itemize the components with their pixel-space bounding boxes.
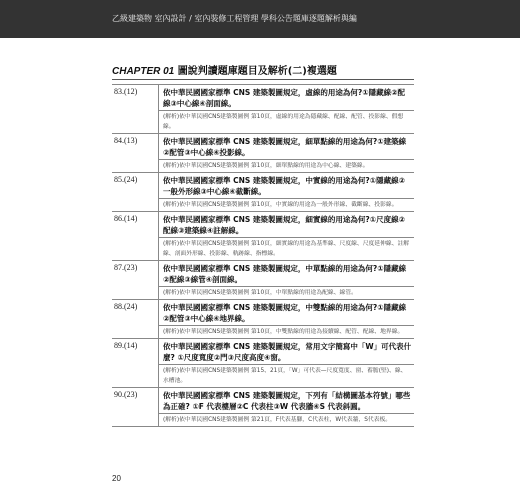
question-number: 86.(14): [112, 212, 159, 261]
running-header: 乙級建築物 室內設計 / 室內裝修工程管理 學科公告題庫逐題解析與編: [112, 14, 357, 23]
explanation-text: (解析)依中華民國CNS建築製圖例 第10頁，中單點線的用途為配線、線管。: [159, 287, 415, 300]
question-row: [112, 212, 414, 238]
question-row: [112, 85, 414, 111]
explanation-text: (解析)依中華民國CNS建築製圖例 第10頁，中雙點線的用途為接續線、配管、配線、地界線。: [159, 326, 415, 339]
chapter-title: 圖說判讀題庫題目及解析(二)複選題: [174, 66, 337, 77]
question-number: 84.(13): [112, 134, 159, 173]
explanation-text: (解析)依中華民國CNS建築製圖例 第10頁，中實線的用途為一般外形線、截斷線、投影線。: [159, 199, 415, 212]
question-text: 依中華民國國家標準 CNS 建築製圖規定，常用文字簡寫中「W」可代表什麼? ①尺度寬度②門③尺度高度④窗。: [159, 339, 415, 365]
question-text: 依中華民國國家標準 CNS 建築製圖規定，虛線的用途為何?①隱藏線②配線③中心線④剖面線。: [159, 85, 415, 111]
question-row: [112, 134, 414, 160]
question-row: [112, 261, 414, 287]
question-number: 85.(24): [112, 173, 159, 212]
chapter-heading: [112, 62, 337, 77]
question-number: 83.(12): [112, 85, 159, 134]
question-text: 依中華民國國家標準 CNS 建築製圖規定，中單點線的用途為何?①隱藏線②配線③線管④剖面線。: [159, 261, 415, 287]
explanation-text: (解析)依中華民國CNS建築製圖例 第21頁，F代表基腳，C代表柱，W代表牆，S代表板。: [159, 414, 415, 427]
explanation-text: (解析)依中華民國CNS建築製圖例 第10頁，細單點線的用途為中心線、建築線。: [159, 160, 415, 173]
explanation-text: (解析)依中華民國CNS建築製圖例 第10頁，細實線的用途為基準線、尺度線、尺度延伸線、註解線、剖面外形線、投影線、軌跡線、指標線。: [159, 238, 415, 261]
question-row: [112, 300, 414, 326]
page-number: 20: [112, 474, 121, 483]
question-text: 依中華民國國家標準 CNS 建築製圖規定，下列有「結構圖基本符號」哪些為正確? ①F 代表樓層②C 代表柱③W 代表牆④S 代表斜圓。: [159, 388, 415, 414]
question-number: 87.(23): [112, 261, 159, 300]
question-number: 89.(14): [112, 339, 159, 388]
question-text: 依中華民國國家標準 CNS 建築製圖規定，中雙點線的用途為何?①隱藏線②配管③中心線④地界線。: [159, 300, 415, 326]
explanation-text: (解析)依中華民國CNS建築製圖例 第15、21頁，「W」可代表—尺度寬度、窗、蓄膽(堅)、線、水槽池。: [159, 365, 415, 388]
question-row: [112, 339, 414, 365]
heading-rule: [112, 79, 414, 80]
question-row: [112, 173, 414, 199]
question-number: 90.(23): [112, 388, 159, 427]
chapter-label: CHAPTER 01: [112, 66, 175, 77]
question-number: 88.(24): [112, 300, 159, 339]
question-text: 依中華民國國家標準 CNS 建築製圖規定，細單點線的用途為何?①建築線②配管③中心線④投影線。: [159, 134, 415, 160]
question-row: [112, 388, 414, 414]
question-text: 依中華民國國家標準 CNS 建築製圖規定，細實線的用途為何?①尺度線②配線③建築線④註解線。: [159, 212, 415, 238]
question-text: 依中華民國國家標準 CNS 建築製圖規定，中實線的用途為何?①隱藏線②一般外形線③中心線④截斷線。: [159, 173, 415, 199]
question-table: [112, 84, 414, 427]
explanation-text: (解析)依中華民國CNS建築製圖例 第10頁，虛線的用途為隱藏線、配線、配管、投影線、假想線。: [159, 111, 415, 134]
